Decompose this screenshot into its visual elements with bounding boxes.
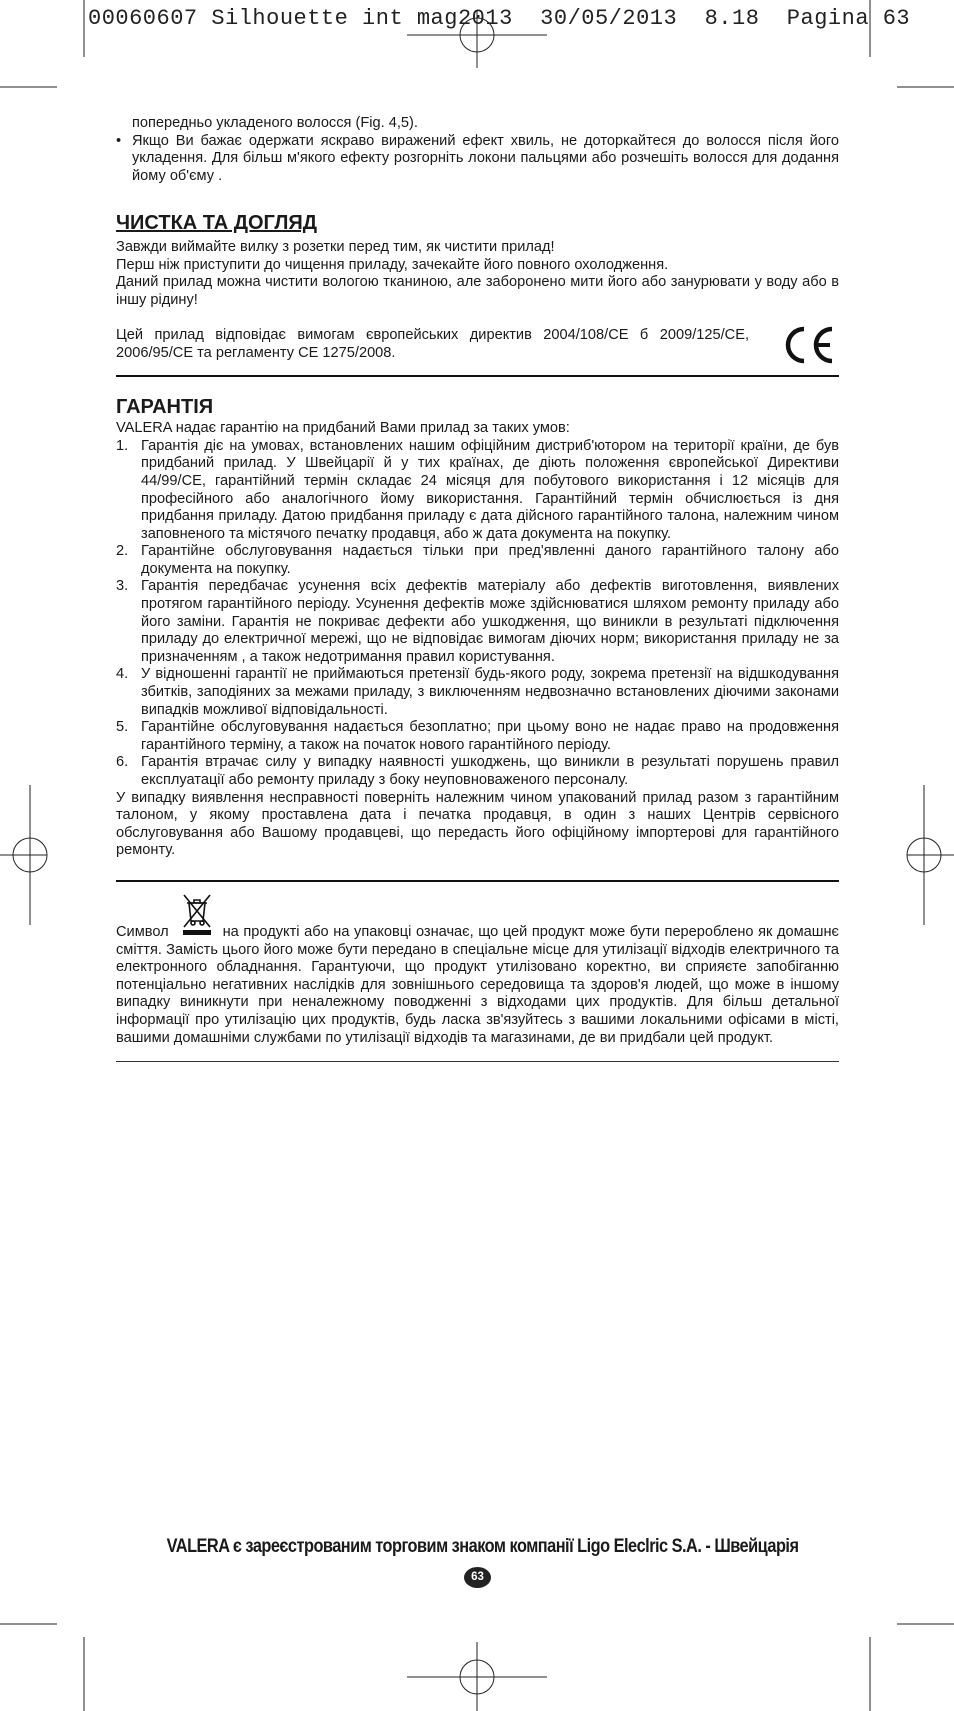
warranty-heading: ГАРАНТІЯ <box>116 395 214 418</box>
warranty-intro: VALERA надає гарантію на придбаний Вами прилад за таких умов: <box>116 420 570 437</box>
term-number: 2. <box>116 543 129 560</box>
crossed-out-wheelie-bin-icon <box>181 890 213 942</box>
cleaning-line: Завжди виймайте вилку з розетки перед тим, як чистити прилад! <box>116 238 555 255</box>
term-number: 6. <box>116 754 129 771</box>
ce-mark-icon <box>779 323 839 373</box>
term-text: Гарантія передбачає усунення всіх дефектів матеріалу або дефектів виготовлення, виявлених протягом гарантійного періоду. Усунення дефектів може здійснюватися шляхом ремонту приладу або його заміни. Гарантія не покриває дефекти або ушкодження, що виникли в результаті підключення приладу до електричної мережі, що не відповідає вимогам діючих норм; використання приладу не за призначенням , а також недотримання правил користування. <box>141 578 839 665</box>
recycling-paragraph <box>116 890 839 1047</box>
trademark-note: VALERA є зареєстрованим торговим знаком компанії Ligo Eleclric S.A. - Швейцарія <box>166 1536 799 1557</box>
term-text: Гарантія втрачає силу у випадку наявності ушкоджень, що виникли в результаті порушень правил експлуатації або ремонту приладу з боку неуповноваженого персоналу. <box>141 754 839 788</box>
term-text: Гарантія діє на умовах, встановлених нашим офіційним дистриб'ютором на території країни, де був придбаний прилад. У Швейцарії й у тих країнах, де діють положення європейської Директиви 44/99/CE, гарантійний термін складає 24 місяця для побутового використання і 12 місяців для професійного або аналогічного йому використання. Гарантійний термін обчислюється із дня придбання приладу. Датою придбання приладу є дата дійсного гарантійного талона, належним чином заповненого та містячого печатку продавця, або ж дата документа на покупку. <box>141 437 839 542</box>
recycling-text: на продукті або на упаковці означає, що цей продукт може бути перероблено як домашнє сміття. Замість цього його може бути передано в спеціальне місце для утилізації відходів електричного та електронного обладнання. Гарантуючи, що продукт утилізовано коректно, ви сприяєте запобіганню потенціально негативних наслідків для зовнішнього середовища та здоров'я людей, що може в іншому випадку виникнути при неналежному поводженні з відходами цих продуктів. Для більш детальної інформації про утилізацію цих продуктів, будь ласка зв'язуйтесь з вашими локальними офісами в місті, вашими домашніми службами по утилізації відходів та магазинами, де ви придбали цей продукт. <box>116 923 839 1046</box>
warranty-terms-list <box>116 438 839 790</box>
recycling-block <box>116 880 839 1047</box>
warranty-term <box>116 543 839 578</box>
bullet-symbol: • <box>116 132 122 149</box>
warranty-term <box>116 438 839 544</box>
term-number: 3. <box>116 578 129 595</box>
continued-paragraph: попередньо укладеного волосся (Fig. 4,5). <box>132 115 418 131</box>
page-number-badge: 63 <box>464 1567 491 1588</box>
bullet-text: Якщо Ви бажає одержати яскраво виражений ефект хвиль, не доторкайтеся до волосся після його укладення. Для більш м'якого ефекту розгорніть локони пальцями або розчешіть волосся для додання йому об'єму . <box>132 132 839 184</box>
term-number: 5. <box>116 719 129 736</box>
bullet-item <box>116 133 839 186</box>
warranty-term <box>116 666 839 719</box>
term-text: У відношенні гарантії не приймаються претензії будь-якого роду, зокрема претензії на відшкодування збитків, заподіяних за межами приладу, з виключенням недвозначно встановлених діючими законами випадків можливої відповідальності. <box>141 666 839 718</box>
compliance-text: Цей прилад відповідає вимогам європейських директив 2004/108/CE б 2009/125/CE, 2006/95/CE та регламенту CE 1275/2008. <box>116 327 749 361</box>
warranty-term <box>116 754 839 789</box>
print-slug: 00060607 Silhouette int mag2013 30/05/2013 8.18 Pagina 63 <box>88 6 911 31</box>
document-body <box>116 115 839 1062</box>
cleaning-line: Даний прилад можна чистити вологою тканиною, але заборонено мити його або занурювати у воду або в іншу рідину! <box>116 274 839 308</box>
term-text: Гарантійне обслуговування надається тільки при пред'явленні даного гарантійного талону або документа на покупку. <box>141 543 839 577</box>
section-divider <box>116 375 839 377</box>
section-divider <box>116 1061 839 1062</box>
warranty-term <box>116 719 839 754</box>
cleaning-heading: ЧИСТКА ТА ДОГЛЯД <box>116 212 318 235</box>
term-number: 1. <box>116 437 129 454</box>
compliance-block <box>116 327 839 362</box>
term-text: Гарантійне обслуговування надається безоплатно; при цьому воно не надає право на продовження гарантійного терміну, а також на початок нового гарантійного періоду. <box>141 719 839 753</box>
warranty-term <box>116 578 839 666</box>
term-number: 4. <box>116 666 129 683</box>
warranty-outro: У випадку виявлення несправності поверніть належним чином упакований прилад разом з гарантійним талоном, у якому проставлена дата і печатка продавця, в один з наших Центрів сервісного обслуговування або Вашому продавцеві, що передасть його офіційному імпортерові для гарантійного ремонту. <box>116 789 839 859</box>
cleaning-line: Перш ніж приступити до чищення приладу, зачекайте його повного охолодження. <box>116 256 669 273</box>
recycling-prefix: Символ <box>116 923 169 940</box>
